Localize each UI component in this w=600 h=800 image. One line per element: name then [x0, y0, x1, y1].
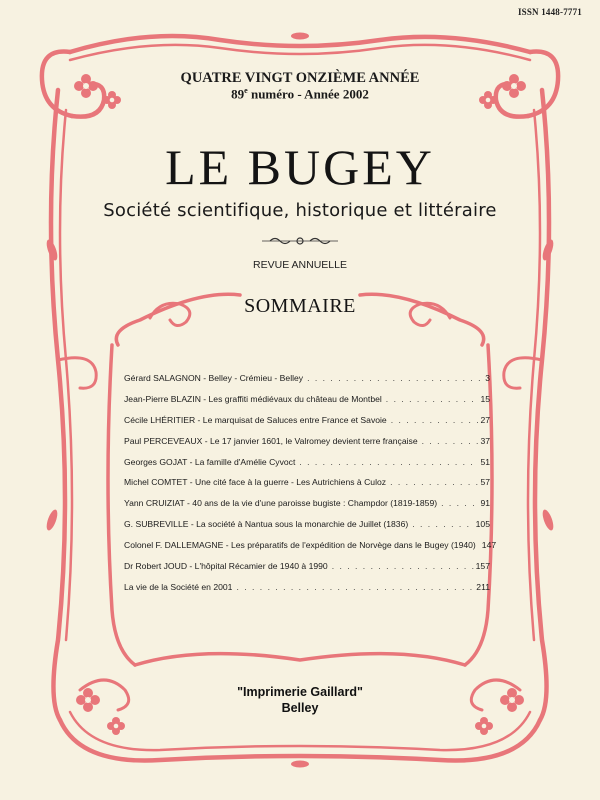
toc-leader-dots: [299, 457, 478, 467]
toc-page-number: 3: [485, 373, 490, 383]
toc-entry: [124, 582, 490, 603]
toc-leader-dots: [390, 477, 478, 487]
toc-entry: [124, 540, 497, 561]
toc-entry: [124, 415, 490, 436]
toc-entry: [124, 519, 490, 540]
printer-city: Belley: [281, 701, 319, 715]
toc-entry-text: Gérard SALAGNON - Belley - Crémieu - Belley: [124, 373, 304, 383]
toc-entry: [124, 394, 490, 415]
toc-page-number: 57: [480, 477, 490, 488]
toc-entry: [124, 457, 490, 478]
toc-entry-text: Georges GOJAT - La famille d'Amélie Cyvoct: [124, 456, 296, 467]
toc-leader-dots: [412, 519, 473, 529]
toc-entry-text: Colonel F. DALLEMAGNE - Les préparatifs de l'expédition de Norvège dans le Bugey (1940): [124, 540, 476, 551]
year-heading: QUATRE VINGT ONZIÈME ANNÉE: [180, 70, 420, 86]
issn-label: ISSN 1448-7771: [517, 7, 582, 17]
toc-entry-text: Yann CRUIZIAT - 40 ans de la vie d'une paroisse bugiste : Champdor (1819-1859): [124, 498, 438, 509]
toc-entry-text: Paul PERCEVEAUX - Le 17 janvier 1601, le Valromey devient terre française: [124, 435, 418, 446]
toc-entry: [124, 373, 490, 394]
toc-entry-text: Michel COMTET - Une cité face à la guerre - Les Autrichiens à Culoz: [124, 477, 387, 488]
sommaire-heading: SOMMAIRE: [244, 295, 356, 317]
revue-label: REVUE ANNUELLE: [253, 259, 347, 271]
printer-name: "Imprimerie Gaillard": [237, 685, 363, 699]
toc-page-number: 27: [480, 414, 490, 425]
toc-page-number: 91: [480, 498, 490, 509]
toc-leader-dots: [386, 394, 479, 404]
toc-entry: [124, 561, 490, 582]
toc-entry-text: Dr Robert JOUD - L'hôpital Récamier de 1940 à 1990: [124, 561, 328, 572]
toc-page-number: 157: [475, 561, 490, 572]
journal-title: LE BUGEY: [165, 139, 435, 195]
toc-entry: [124, 477, 490, 498]
toc-entry: [124, 498, 490, 519]
toc-leader-dots: [307, 373, 483, 383]
toc-page-number: 37: [480, 435, 490, 446]
toc-leader-dots: [332, 561, 474, 571]
toc-entry-text: G. SUBREVILLE - La société à Nantua sous la monarchie de Juillet (1836): [124, 519, 409, 530]
issue-heading: 89e numéro - Année 2002: [231, 86, 369, 102]
toc-entry-text: La vie de la Société en 2001: [124, 581, 233, 592]
fleuron-ornament: [262, 238, 338, 244]
toc-entry-text: Cécile LHÉRITIER - Le marquisat de Saluces entre France et Savoie: [124, 414, 387, 425]
toc-leader-dots: [441, 498, 478, 508]
toc-leader-dots: [391, 415, 479, 425]
toc-page-number: 51: [480, 456, 490, 467]
toc-entry-text: Jean-Pierre BLAZIN - Les graffiti médiévaux du château de Montbel: [124, 393, 382, 404]
toc-page-number: 105: [475, 519, 490, 530]
toc-leader-dots: [236, 582, 474, 592]
toc-leader-dots: [422, 436, 479, 446]
toc-entry: [124, 436, 490, 457]
table-of-contents: [124, 373, 497, 603]
toc-page-number: 15: [480, 393, 490, 404]
toc-page-number: 211: [476, 581, 490, 592]
journal-subtitle: Société scientifique, historique et littéraire: [103, 200, 497, 221]
toc-page-number: 147: [481, 540, 497, 551]
